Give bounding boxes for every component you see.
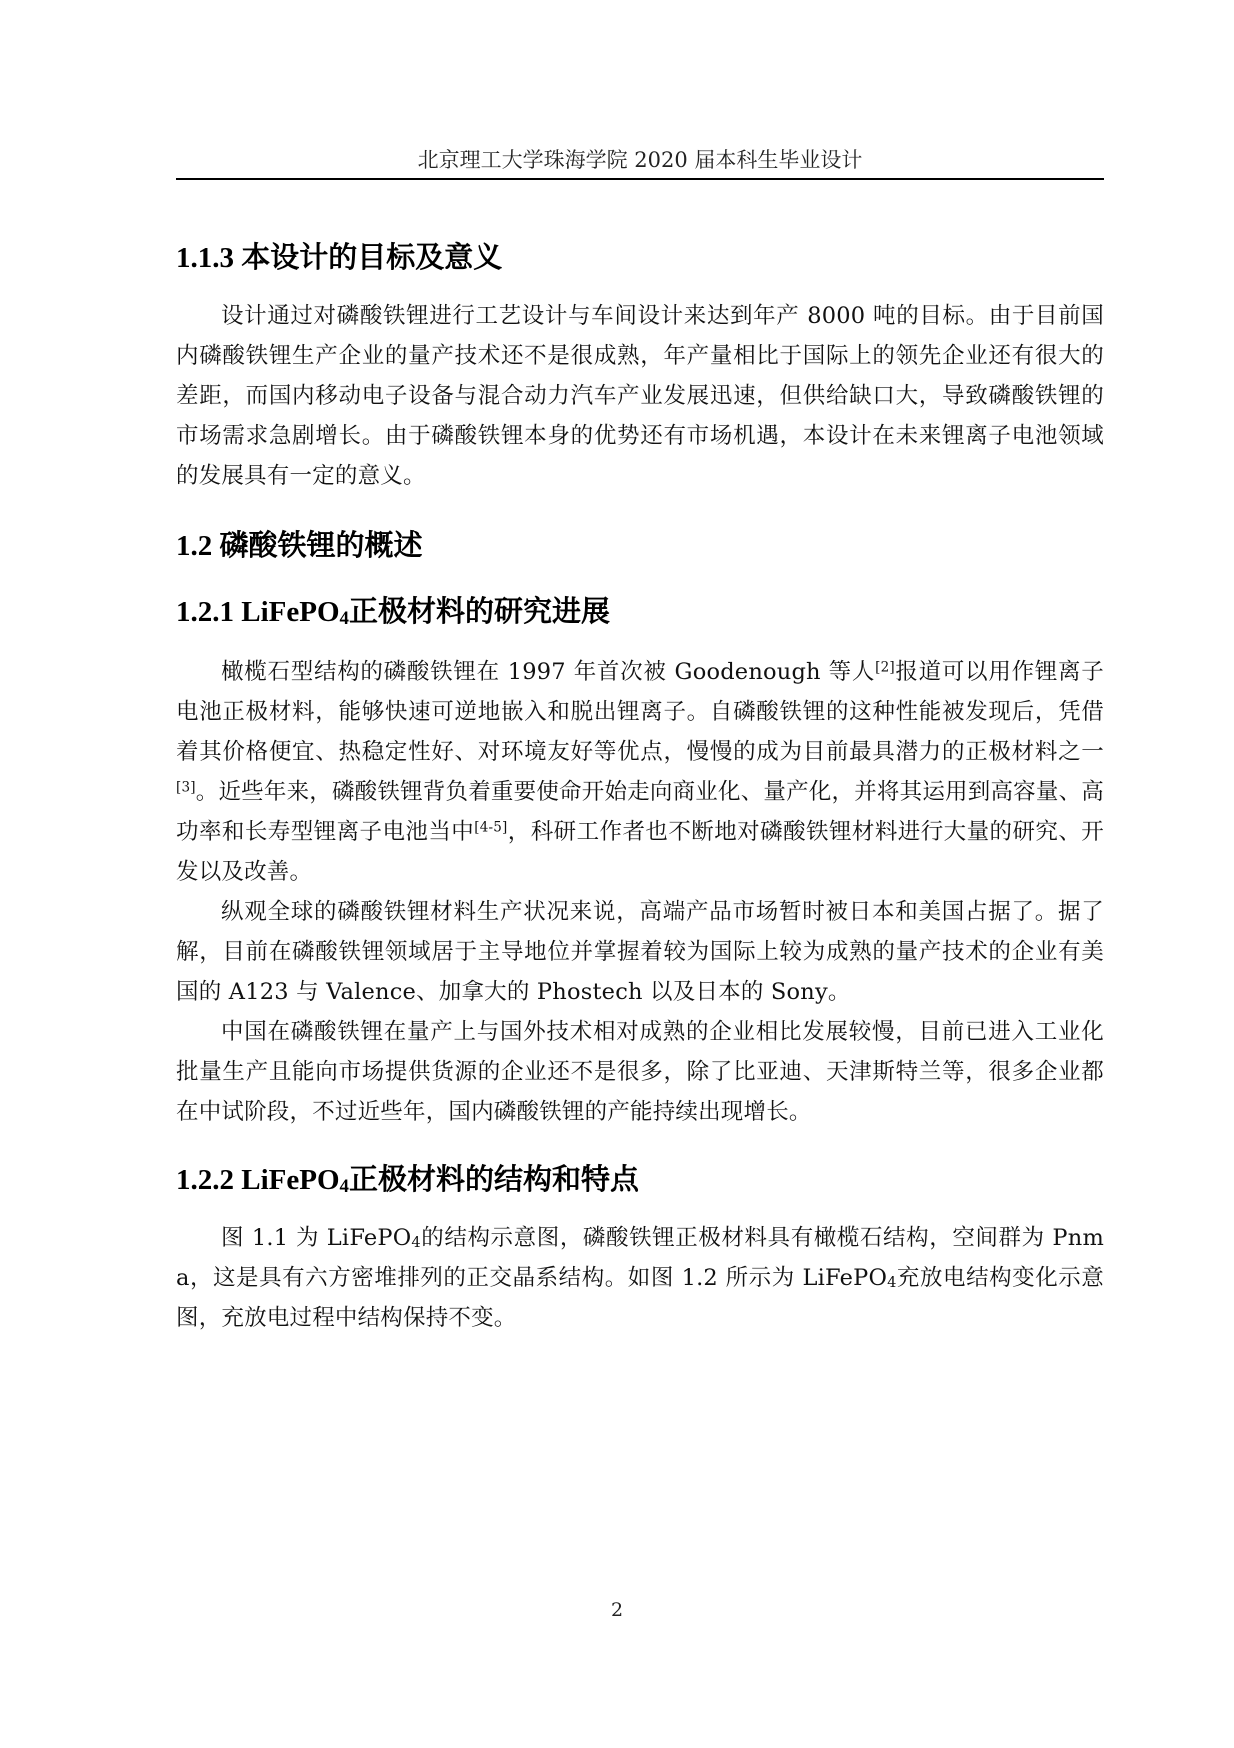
page-number: 2 <box>610 1599 624 1621</box>
paragraph-1-2-1-b: 纵观全球的磷酸铁锂材料生产状况来说，高端产品市场暂时被日本和美国占据了。据了解，目前在磷酸铁锂领域居于主导地位并掌握着较为国际上较为成熟的量产技术的企业有美国的 A123 与 Valence、加拿大的 Phostech 以及日本的 Sony。 <box>176 899 1104 1005</box>
section-heading-1-1-3: 1.1.3 本设计的目标及意义 <box>176 242 503 274</box>
subscript: 4 <box>411 1234 421 1252</box>
heading-text: 1.2.1 LiFePO <box>176 596 340 628</box>
section-heading-1-2-1 <box>176 592 1104 632</box>
document-body <box>176 238 1104 1338</box>
subscript: 4 <box>339 607 349 629</box>
heading-text: 1.2.2 LiFePO <box>176 1164 340 1196</box>
text-run: 报道可以用作锂离子电池正极材料，能够快速可逆地嵌入和脱出锂离子。自磷酸铁锂的这种性能被发现后，凭借着其价格便宜、热稳定性好、对环境友好等优点，慢慢的成为目前最具潜力的正极材料之一 <box>176 659 1104 765</box>
paragraph-1-2-2 <box>176 1218 1104 1338</box>
heading-text: 正极材料的结构和特点 <box>348 1164 639 1196</box>
section-heading-1-2-2 <box>176 1160 1104 1200</box>
subscript: 4 <box>339 1175 349 1197</box>
text-run: 橄榄石型结构的磷酸铁锂在 1997 年首次被 Goodenough 等人 <box>221 659 876 685</box>
text-run: 图 1.1 为 LiFePO <box>221 1225 412 1251</box>
subscript: 4 <box>887 1274 897 1292</box>
text-run: 充放电结构变化示意图，充放电过程中结构保持不变。 <box>176 1265 1104 1331</box>
header-rule <box>176 178 1104 180</box>
citation: [2] <box>875 659 895 676</box>
citation: [4-5] <box>474 819 508 836</box>
running-header: 北京理工大学珠海学院 2020 届本科生毕业设计 <box>417 148 863 172</box>
text-run: ，科研工作者也不断地对磷酸铁锂材料进行大量的研究、开发以及改善。 <box>176 819 1105 885</box>
text-run: 。近些年来，磷酸铁锂背负着重要使命开始走向商业化、量产化，并将其运用到高容量、高功率和长寿型锂离子电池当中 <box>176 779 1104 845</box>
paragraph-1-2-1-c: 中国在磷酸铁锂在量产上与国外技术相对成熟的企业相比发展较慢，目前已进入工业化批量生产且能向市场提供货源的企业还不是很多，除了比亚迪、天津斯特兰等，很多企业都在中试阶段，不过近些年，国内磷酸铁锂的产能持续出现增长。 <box>176 1019 1104 1125</box>
section-heading-1-2: 1.2 磷酸铁锂的概述 <box>176 530 423 562</box>
text-run: 的结构示意图，磷酸铁锂正极材料具有橄榄石结构，空间群为 Pnma，这是具有六方密堆排列的正交晶系结构。如图 1.2 所示为 LiFePO <box>176 1225 1104 1291</box>
citation: [3] <box>176 779 196 796</box>
paragraph-1-1-3: 设计通过对磷酸铁锂进行工艺设计与车间设计来达到年产 8000 吨的目标。由于目前国内磷酸铁锂生产企业的量产技术还不是很成熟，年产量相比于国际上的领先企业还有很大的差距，而国内移动电子设备与混合动力汽车产业发展迅速，但供给缺口大，导致磷酸铁锂的市场需求急剧增长。由于磷酸铁锂本身的优势还有市场机遇，本设计在未来锂离子电池领域的发展具有一定的意义。 <box>176 303 1104 489</box>
heading-text: 正极材料的研究进展 <box>348 596 610 628</box>
paragraph-1-2-1-a <box>176 652 1104 892</box>
